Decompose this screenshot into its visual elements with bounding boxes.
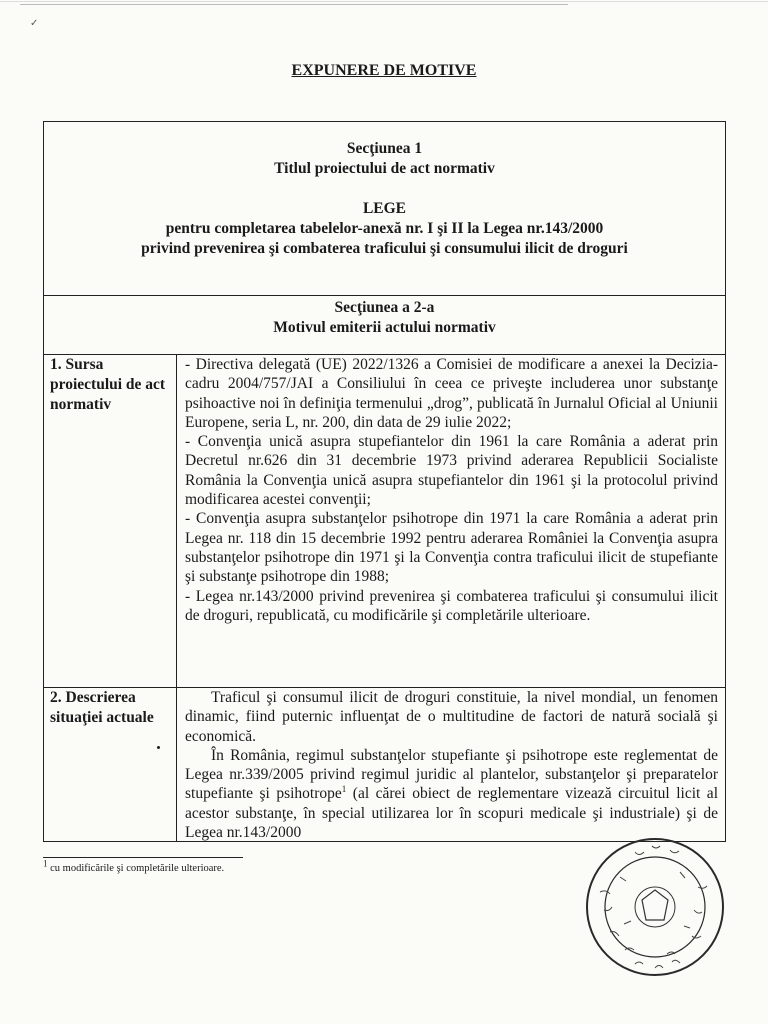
- act-title-line-2: privind prevenirea şi combaterea traficului şi consumului ilicit de droguri: [141, 240, 628, 257]
- row-label: 1. Sursa proiectului de act normativ: [44, 354, 177, 687]
- act-type: LEGE: [362, 200, 407, 217]
- footnote-separator: [43, 857, 243, 858]
- paragraph-text: (al cărei obiect de reglementare vizează circuitul licit al acestor substanţe, în special utilizarea lor în scopuri medicale şi industriale) şi de Legea nr.143/2000: [185, 785, 718, 842]
- footnote-text: cu modificările şi completările ulterioare.: [50, 863, 225, 874]
- scan-edge-line: [20, 4, 568, 5]
- paragraph: - Directiva delegată (UE) 2022/1326 a Comisiei de modificare a anexei la Decizia-cadru 2004/757/JAI a Consiliului în ceea ce priveşte includerea unor substanţe psihoactive noi în definiţia termenului „drog”, publicată în Jurnalul Oficial al Uniunii Europene, seria L, nr. 200, din data de 29 iulie 2022;: [185, 356, 718, 431]
- row-content: [178, 354, 725, 687]
- act-title-line-1: pentru completarea tabelelor-anexă nr. I şi II la Legea nr.143/2000: [165, 220, 604, 237]
- paragraph: - Legea nr.143/2000 privind prevenirea şi combaterea traficului şi consumului ilicit de droguri, republicată, cu modificările şi completările ulterioare.: [185, 587, 718, 624]
- section-2-box: [43, 295, 726, 355]
- paragraph: - Convenţia asupra substanţelor psihotrope din 1971 la care România a aderat prin Legea nr. 118 din 15 decembrie 1992 pentru aderarea României la Convenţia asupra substanţelor psihotrope din 1971 şi la Convenţia contra traficului ilicit de stupefiante şi substanţe psihotrope din 1988;: [185, 510, 718, 586]
- paragraph: [185, 746, 718, 842]
- section-2-heading: Secţiunea a 2-a: [334, 299, 435, 316]
- handwritten-mark: ✓: [30, 18, 39, 29]
- scan-speck: [157, 746, 160, 749]
- scan-edge-line: [0, 1, 768, 2]
- official-stamp: [580, 832, 730, 982]
- document-title: EXPUNERE DE MOTIVE: [291, 62, 477, 79]
- paragraph: Traficul şi consumul ilicit de droguri constituie, la nivel mondial, un fenomen dinamic, fiind puternic influenţat de o multitudine de factori de natură socială şi economică.: [185, 689, 718, 745]
- section-1-subheading: Titlul proiectului de act normativ: [274, 160, 495, 177]
- section-1-box: [43, 121, 726, 296]
- footnote-reference[interactable]: 1: [341, 784, 347, 795]
- table-row: [43, 354, 726, 688]
- section-1-heading: Secţiunea 1: [346, 140, 423, 157]
- footnote: [43, 858, 225, 874]
- section-2-subheading: Motivul emiterii actului normativ: [273, 319, 496, 336]
- footnote-number: 1: [43, 858, 48, 869]
- row-label: 2. Descrierea situaţiei actuale: [44, 687, 177, 841]
- paragraph-text: În România, regimul substanţelor stupefiante şi psihotrope este reglementat de Legea nr.339/2005 privind regimul juridic al plantelor, substanţelor şi preparatelor stupefiante şi psihotrope: [185, 746, 718, 803]
- table-row: [43, 687, 726, 842]
- paragraph: - Convenţia unică asupra stupefiantelor din 1961 la care România a aderat prin Decretul nr.626 din 31 decembrie 1973 privind aderarea Republicii Socialiste România la Convenţia unică asupra stupefiantelor din 1961 şi la protocolul privind modificarea acestei convenţii;: [185, 433, 718, 509]
- row-content: [178, 687, 725, 841]
